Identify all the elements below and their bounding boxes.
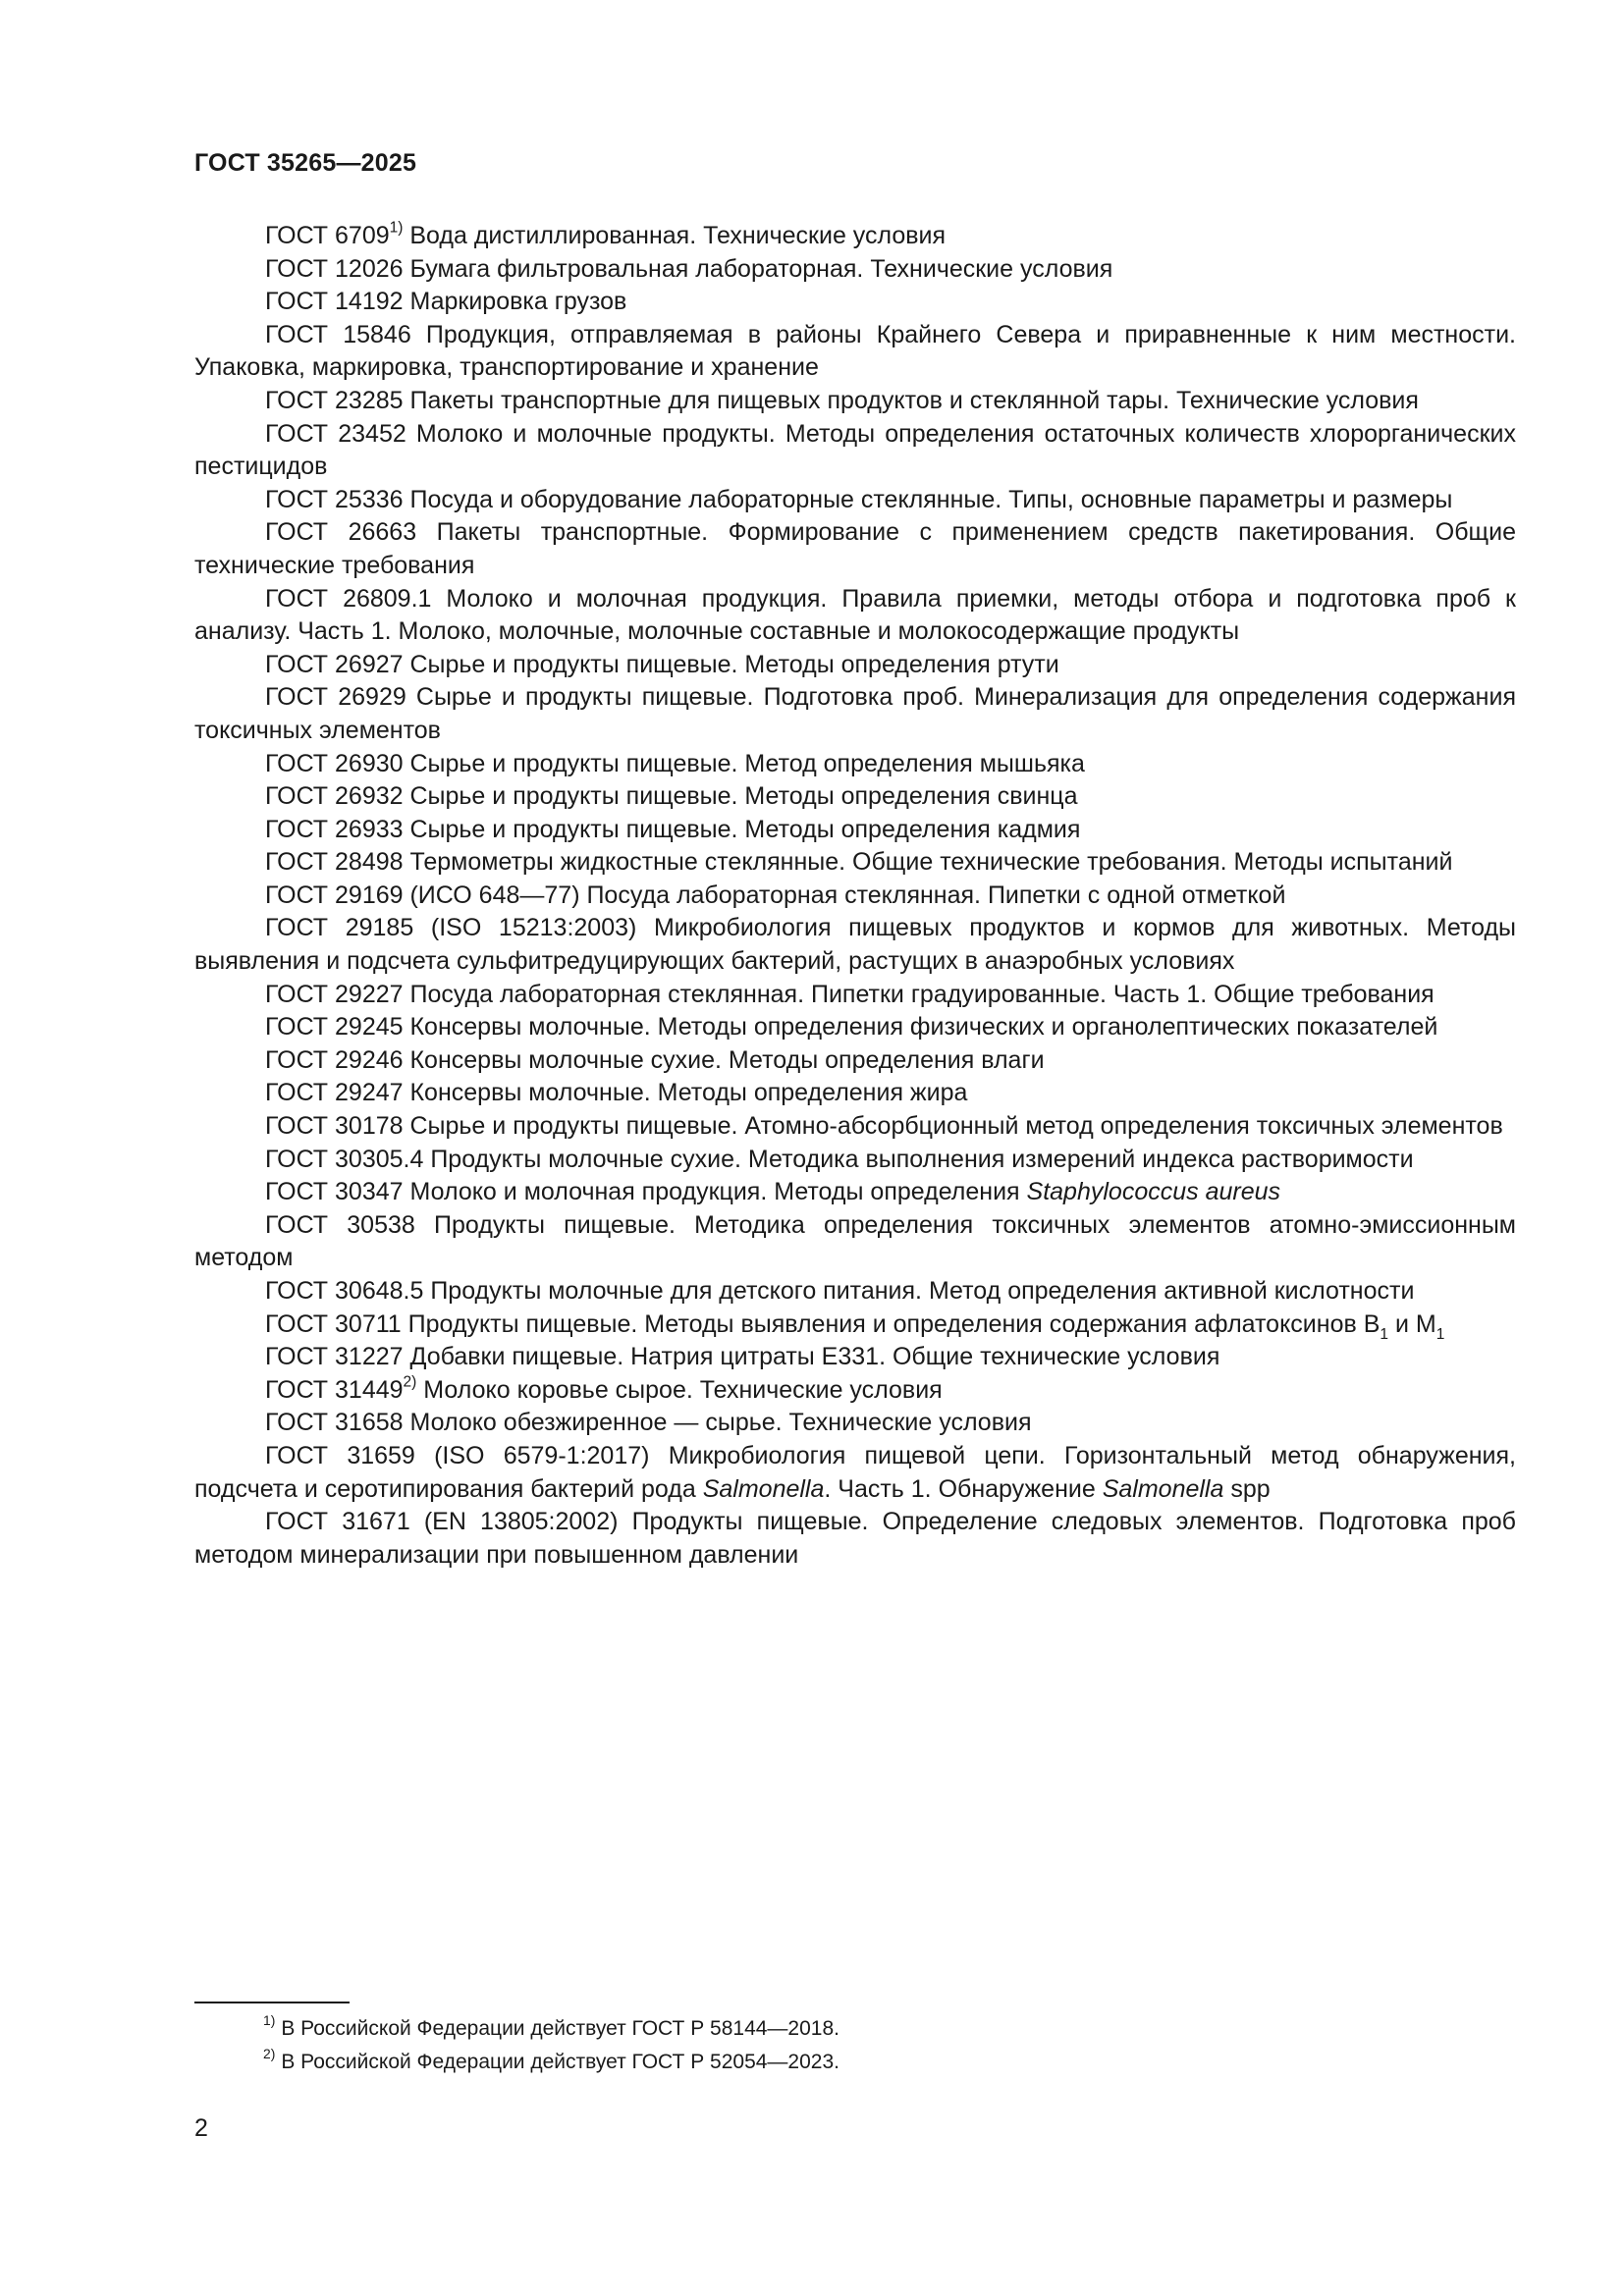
reference-item: ГОСТ 14192 Маркировка грузов [265, 288, 627, 316]
reference-item: ГОСТ 25336 Посуда и оборудование лабораторные стеклянные. Типы, основные параметры и размеры [265, 485, 1453, 513]
footnotes [194, 2012, 1471, 2079]
reference-item: ГОСТ 30178 Сырье и продукты пищевые. Атомно-абсорбционный метод определения токсичных элементов [265, 1112, 1503, 1141]
reference-item: ГОСТ 28498 Термометры жидкостные стеклянные. Общие технические требования. Методы испытаний [265, 848, 1453, 877]
reference-item: ГОСТ 26932 Сырье и продукты пищевые. Методы определения свинца [265, 782, 1078, 811]
reference-item: ГОСТ 29247 Консервы молочные. Методы определения жира [265, 1079, 968, 1107]
reference-item: ГОСТ 26927 Сырье и продукты пищевые. Методы определения ртути [265, 650, 1059, 678]
page-number: 2 [194, 2114, 208, 2142]
reference-item: ГОСТ 6709$^{1)}$ Вода дистиллированная. Технические условия [265, 219, 947, 249]
reference-item: ГОСТ 29169 (ИСО 648—77) Посуда лабораторная стеклянная. Пипетки с одной отметкой [265, 881, 1286, 909]
reference-item: ГОСТ 31659 (ISO 6579-1:2017) Микробиология пищевой цепи. Горизонтальный метод обнаружения, подсчета и серотипирования бактерий рода Salmonella. Часть 1. Обнаружение Salmonella spp [194, 1441, 1516, 1503]
reference-item: ГОСТ 23452 Молоко и молочные продукты. Методы определения остаточных количеств хлорорганических пестицидов [194, 419, 1516, 481]
reference-item: ГОСТ 12026 Бумага фильтровальная лабораторная. Технические условия [265, 254, 1113, 283]
reference-item: ГОСТ 31658 Молоко обезжиренное — сырье. Технические условия [265, 1409, 1032, 1437]
footnote-item: $^{1)}$ В Российской Федерации действует ГОСТ Р 58144—2018. [263, 2012, 839, 2040]
footnote-item: $^{2)}$ В Российской Федерации действует ГОСТ Р 52054—2023. [263, 2046, 839, 2073]
normative-references-list [194, 220, 1516, 1572]
reference-item: ГОСТ 15846 Продукция, отправляемая в районы Крайнего Севера и приравненные к ним местности. Упаковка, маркировка, транспортирование и хранение [194, 320, 1516, 382]
reference-item: ГОСТ 30538 Продукты пищевые. Методика определения токсичных элементов атомно-эмиссионным методом [194, 1210, 1516, 1272]
reference-item: ГОСТ 30711 Продукты пищевые. Методы выявления и определения содержания афлатоксинов $B_1$ и $M_1$ [265, 1309, 1445, 1343]
reference-item: ГОСТ 30347 Молоко и молочная продукция. Методы определения Staphylococcus aureus [265, 1178, 1281, 1206]
reference-item: ГОСТ 30648.5 Продукты молочные для детского питания. Метод определения активной кислотности [265, 1277, 1415, 1305]
reference-item: ГОСТ 26933 Сырье и продукты пищевые. Методы определения кадмия [265, 815, 1081, 843]
reference-item: ГОСТ 26929 Сырье и продукты пищевые. Подготовка проб. Минерализация для определения содержания токсичных элементов [194, 683, 1516, 744]
reference-item: ГОСТ 29227 Посуда лабораторная стеклянная. Пипетки градуированные. Часть 1. Общие требования [265, 980, 1435, 1008]
reference-item: ГОСТ 26809.1 Молоко и молочная продукция. Правила приемки, методы отбора и подготовка проб к анализу. Часть 1. Молоко, молочные, молочные составные и молокосодержащие продукты [194, 584, 1516, 646]
reference-item: ГОСТ 31227 Добавки пищевые. Натрия цитраты Е331. Общие технические условия [265, 1343, 1220, 1371]
reference-item: ГОСТ 29246 Консервы молочные сухие. Методы определения влаги [265, 1045, 1045, 1074]
reference-item: ГОСТ 29245 Консервы молочные. Методы определения физических и органолептических показателей [265, 1013, 1438, 1041]
footnote-separator [194, 2002, 350, 2003]
document-header: ГОСТ 35265—2025 [194, 149, 417, 177]
reference-item: ГОСТ 31671 (EN 13805:2002) Продукты пищевые. Определение следовых элементов. Подготовка проб методом минерализации при повышенном давлении [194, 1508, 1516, 1569]
reference-item: ГОСТ 26663 Пакеты транспортные. Формирование с применением средств пакетирования. Общие технические требования [194, 518, 1516, 579]
reference-item: ГОСТ 26930 Сырье и продукты пищевые. Метод определения мышьяка [265, 749, 1085, 777]
reference-item: ГОСТ 29185 (ISO 15213:2003) Микробиология пищевых продуктов и кормов для животных. Методы выявления и подсчета сульфитредуцирующих бактерий, растущих в анаэробных условиях [194, 914, 1516, 976]
reference-item: ГОСТ 31449$^{2)}$ Молоко коровье сырое. Технические условия [265, 1373, 943, 1404]
reference-item: ГОСТ 30305.4 Продукты молочные сухие. Методика выполнения измерений индекса растворимости [265, 1145, 1414, 1173]
reference-item: ГОСТ 23285 Пакеты транспортные для пищевых продуктов и стеклянной тары. Технические условия [265, 386, 1419, 414]
